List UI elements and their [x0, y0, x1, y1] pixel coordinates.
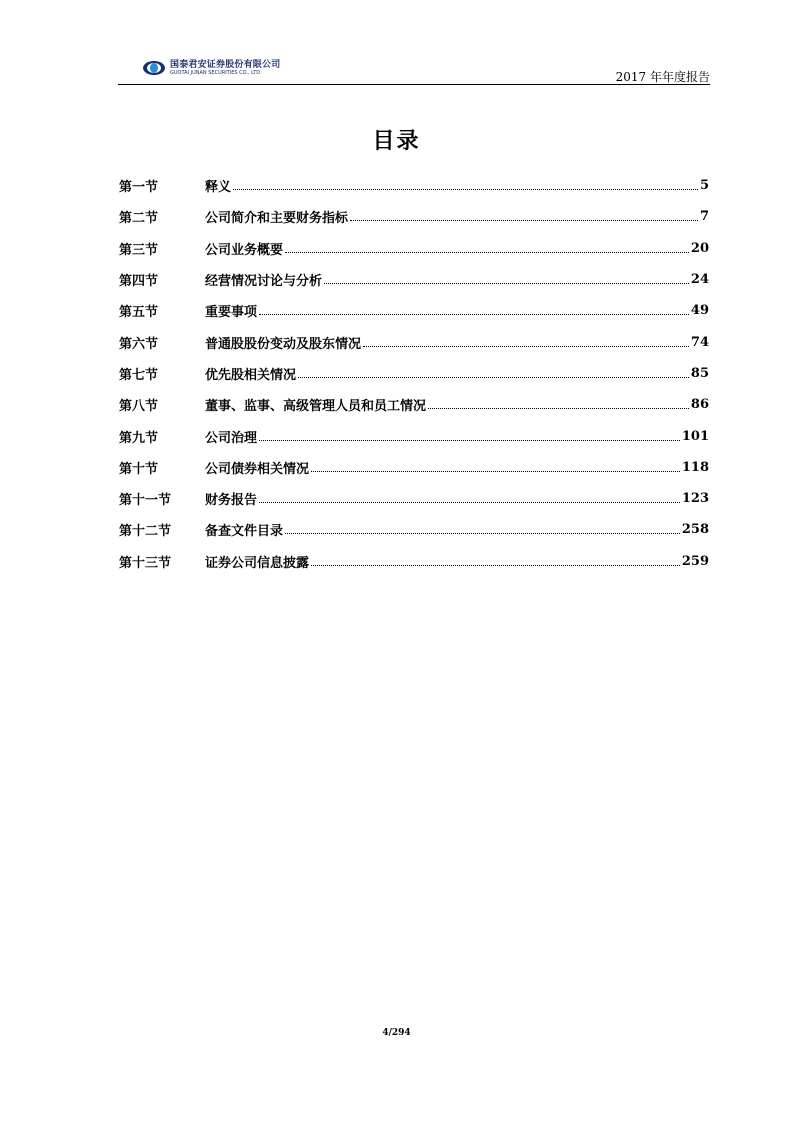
report-title: 2017 年年度报告	[615, 70, 710, 84]
toc-section-name: 公司治理	[205, 430, 258, 446]
toc-entry[interactable]	[119, 514, 709, 545]
toc-leader-dots	[324, 283, 689, 284]
toc-section-number: 第四节	[119, 274, 159, 290]
toc-entry[interactable]	[119, 295, 709, 326]
toc-entry[interactable]	[119, 326, 709, 357]
toc-section-number: 第六节	[119, 336, 159, 352]
toc-leader-dots	[428, 408, 689, 409]
toc-section-number: 第七节	[119, 367, 159, 383]
toc-section-number: 第十节	[119, 461, 159, 477]
toc-section-number: 第十二节	[119, 524, 172, 540]
logo-english-name: GUOTAI JUNAN SECURITIES CO., LTD.	[170, 69, 262, 76]
table-of-contents	[119, 170, 709, 577]
toc-section-name: 董事、监事、高级管理人员和员工情况	[205, 399, 427, 415]
toc-page-number: 5	[699, 178, 709, 194]
toc-entry[interactable]	[119, 233, 709, 264]
toc-section-number: 第九节	[119, 430, 159, 446]
toc-leader-dots	[259, 502, 680, 503]
toc-leader-dots	[285, 533, 680, 534]
toc-section-name: 备查文件目录	[205, 524, 284, 540]
logo-chinese-name: 国泰君安证券股份有限公司	[170, 59, 281, 70]
toc-page-number: 20	[690, 240, 709, 256]
toc-section-number: 第三节	[119, 242, 159, 258]
toc-entry[interactable]	[119, 420, 709, 451]
company-logo	[142, 60, 280, 76]
toc-section-name: 优先股相关情况	[205, 367, 297, 383]
toc-page-number: 86	[690, 397, 709, 413]
toc-page-number: 24	[690, 272, 709, 288]
toc-entry[interactable]	[119, 201, 709, 232]
logo-emblem-icon	[142, 60, 166, 76]
toc-page-number: 123	[681, 491, 709, 507]
toc-section-name: 重要事项	[205, 305, 258, 321]
toc-section-name: 财务报告	[205, 493, 258, 509]
toc-section-number: 第五节	[119, 305, 159, 321]
toc-leader-dots	[311, 471, 680, 472]
toc-page-number: 7	[699, 209, 709, 225]
toc-entry[interactable]	[119, 483, 709, 514]
toc-entry[interactable]	[119, 170, 709, 201]
toc-section-name: 释义	[205, 180, 232, 196]
toc-section-name: 经营情况讨论与分析	[205, 274, 323, 290]
toc-entry[interactable]	[119, 546, 709, 577]
toc-section-name: 公司债券相关情况	[205, 461, 310, 477]
page-header	[118, 56, 710, 85]
toc-section-name: 普通股股份变动及股东情况	[205, 336, 362, 352]
toc-page-number: 101	[681, 428, 709, 444]
toc-section-name: 公司简介和主要财务指标	[205, 211, 349, 227]
toc-leader-dots	[350, 220, 698, 221]
toc-title: 目录	[372, 129, 421, 154]
toc-section-number: 第一节	[119, 180, 159, 196]
toc-section-number: 第十三节	[119, 555, 172, 571]
toc-page-number: 118	[681, 459, 709, 475]
toc-leader-dots	[285, 252, 689, 253]
toc-section-number: 第十一节	[119, 493, 172, 509]
toc-page-number: 74	[690, 334, 709, 350]
toc-page-number: 85	[690, 365, 709, 381]
toc-entry[interactable]	[119, 358, 709, 389]
toc-page-number: 258	[681, 522, 709, 538]
toc-entry[interactable]	[119, 264, 709, 295]
toc-entry[interactable]	[119, 389, 709, 420]
page-number: 4/294	[382, 1028, 411, 1038]
toc-page-number: 259	[681, 553, 709, 569]
toc-section-name: 公司业务概要	[205, 242, 284, 258]
toc-leader-dots	[233, 189, 698, 190]
toc-entry[interactable]	[119, 452, 709, 483]
toc-section-number: 第八节	[119, 399, 159, 415]
toc-leader-dots	[363, 346, 689, 347]
toc-section-number: 第二节	[119, 211, 159, 227]
toc-leader-dots	[298, 377, 689, 378]
toc-leader-dots	[259, 314, 689, 315]
toc-page-number: 49	[690, 303, 709, 319]
toc-leader-dots	[259, 440, 680, 441]
toc-leader-dots	[311, 565, 680, 566]
toc-section-name: 证券公司信息披露	[205, 555, 310, 571]
